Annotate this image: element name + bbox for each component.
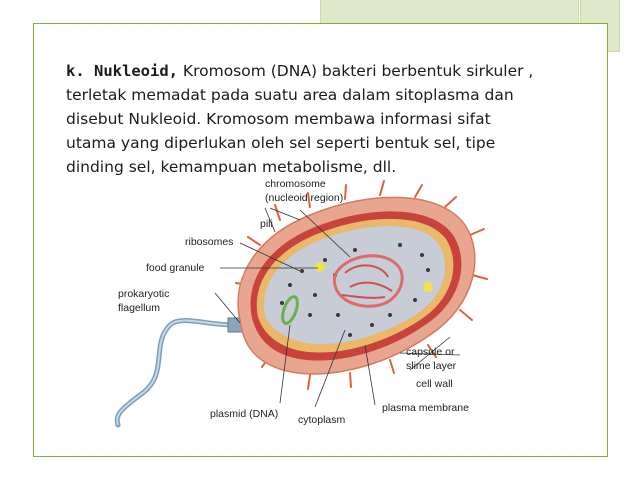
paragraph-lead: k. Nukleoid,	[66, 62, 178, 80]
food-granule-2	[423, 282, 433, 292]
paragraph-text	[66, 59, 536, 179]
label-cell-wall: cell wall	[416, 378, 453, 390]
label-nucleoid-region: (nucleoid region)	[265, 192, 344, 204]
label-pili: pili	[260, 218, 273, 230]
bacteria-cell-diagram	[110, 175, 540, 435]
label-plasmid: plasmid (DNA)	[210, 408, 279, 420]
label-capsule-1: capsule or	[406, 346, 455, 358]
label-food-granule: food granule	[146, 262, 205, 274]
food-granule	[315, 262, 325, 272]
label-cytoplasm: cytoplasm	[298, 414, 346, 426]
label-capsule-2: slime layer	[406, 360, 457, 372]
label-flagellum-1: prokaryotic	[118, 288, 170, 300]
paragraph-body: Kromosom (DNA) bakteri berbentuk sirkuler , terletak memadat pada suatu area dalam sitoplasma dan disebut Nukleoid. Kromosom membawa informasi sifat utama yang diperlukan oleh sel seperti bentuk sel, tipe dinding sel, kemampuan metabolisme, dll.	[66, 62, 534, 176]
label-ribosomes: ribosomes	[185, 236, 234, 248]
label-flagellum-2: flagellum	[118, 302, 161, 314]
label-plasma-membrane: plasma membrane	[382, 402, 469, 414]
label-chromosome: chromosome	[265, 178, 326, 190]
